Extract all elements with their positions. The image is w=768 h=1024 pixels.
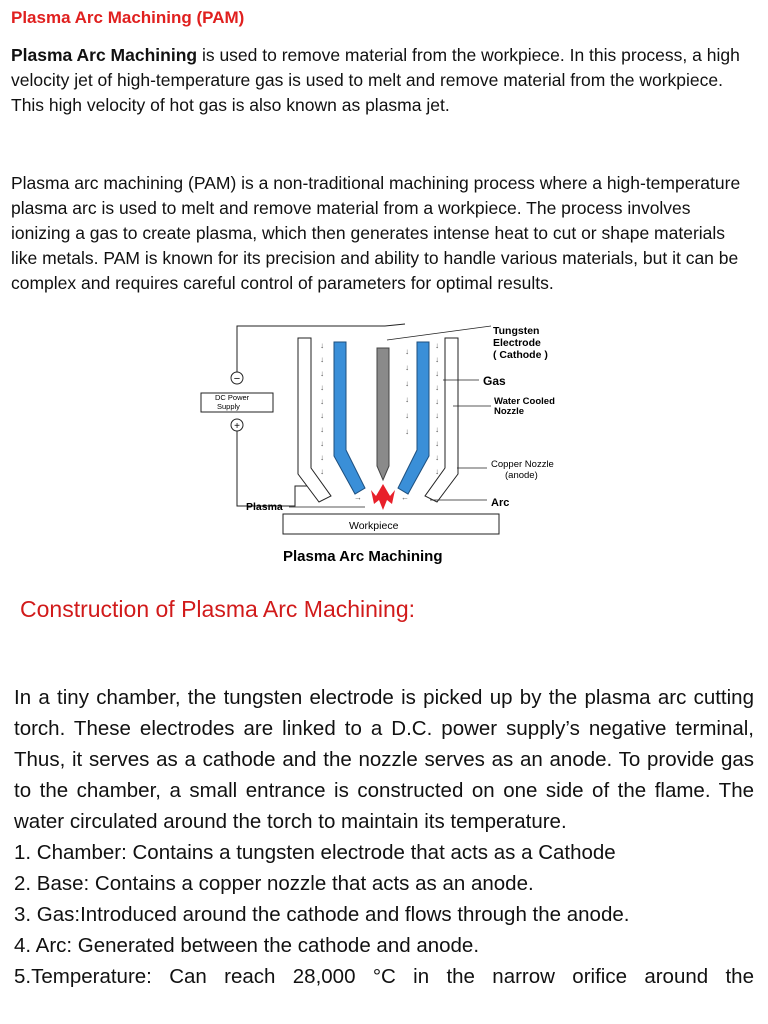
svg-text:↓: ↓ [435, 439, 439, 448]
intro-paragraph-2: Plasma arc machining (PAM) is a non-traditional machining process where a high-temperature plasma arc is used to melt and remove material from a workpiece. The process involves ionizing a gas to create plasma, which then generates intense heat to cut or shape materials like metals. PAM is known for its precision and ability to handle various materials, but it can be complex and requires careful control of parameters for optimal results. [11, 173, 741, 293]
svg-text:↓: ↓ [435, 383, 439, 392]
plus-sign: + [234, 421, 240, 432]
construction-paragraph: In a tiny chamber, the tungsten electrode is picked up by the plasma arc cutting torch. These electrodes are linked to a D.C. power supply’s negative terminal, Thus, it serves as a cathode and the nozzle serves as an anode. To provide gas to the chamber, a small entrance is constructed on one side of the flame. The water circulated around the torch to maintain its temperature. [14, 686, 754, 833]
intro-paragraph-1 [11, 43, 741, 118]
svg-text:↓: ↓ [435, 355, 439, 364]
svg-text:↓: ↓ [320, 341, 324, 350]
svg-text:↓: ↓ [405, 395, 409, 404]
tungsten-label-1: Tungsten [493, 325, 540, 337]
left-nozzle [298, 338, 365, 502]
minus-sign: − [233, 373, 241, 385]
copper-nozzle-label-2: (anode) [505, 470, 538, 481]
list-item-arc: 4. Arc: Generated between the cathode and anode. [14, 934, 480, 957]
workpiece-label: Workpiece [349, 520, 399, 532]
svg-text:↓: ↓ [435, 341, 439, 350]
water-nozzle-label-2: Nozzle [494, 406, 525, 417]
svg-text:↓: ↓ [435, 397, 439, 406]
diagram-caption: Plasma Arc Machining [283, 548, 443, 565]
list-item-base: 2. Base: Contains a copper nozzle that acts as an anode. [14, 872, 534, 895]
water-nozzle-label-1: Water Cooled [494, 396, 555, 407]
tungsten-label-3: ( Cathode ) [493, 349, 548, 361]
svg-text:↓: ↓ [435, 467, 439, 476]
intro-paragraph-1-text: is used to remove material from the workpiece. In this process, a high velocity jet of high-temperature gas is used to melt and remove material from the workpiece. This high velocity of hot gas is also known as plasma jet. [11, 45, 740, 115]
svg-text:↓: ↓ [435, 369, 439, 378]
svg-text:↓: ↓ [435, 411, 439, 420]
plasma-arc [371, 484, 395, 510]
svg-text:→: → [354, 493, 362, 502]
copper-nozzle-label-1: Copper Nozzle [491, 459, 554, 470]
callout-lines [387, 326, 491, 500]
list-item-gas: 3. Gas:Introduced around the cathode and flows through the anode. [14, 903, 630, 926]
dc-supply-label-1: DC Power [215, 393, 250, 402]
plasma-arc-diagram [195, 318, 575, 578]
svg-text:↓: ↓ [320, 411, 324, 420]
svg-text:↓: ↓ [435, 453, 439, 462]
construction-body [14, 682, 754, 992]
list-item-temperature: 5.Temperature: Can reach 28,000 °C in the narrow orifice around the [14, 965, 754, 988]
page-title: Plasma Arc Machining (PAM) [11, 8, 245, 27]
svg-text:↓: ↓ [405, 347, 409, 356]
construction-heading: Construction of Plasma Arc Machining: [20, 596, 416, 622]
svg-text:↓: ↓ [320, 383, 324, 392]
svg-text:↓: ↓ [320, 453, 324, 462]
svg-text:↓: ↓ [405, 427, 409, 436]
tungsten-electrode [377, 348, 389, 480]
svg-text:↓: ↓ [320, 439, 324, 448]
svg-text:↓: ↓ [320, 425, 324, 434]
dc-supply-label-2: Supply [217, 402, 240, 411]
svg-text:↓: ↓ [405, 363, 409, 372]
svg-text:↓: ↓ [320, 397, 324, 406]
intro-bold-term: Plasma Arc Machining [11, 45, 198, 65]
arc-label: Arc [491, 497, 510, 509]
svg-text:↓: ↓ [405, 411, 409, 420]
svg-text:↓: ↓ [320, 467, 324, 476]
svg-text:↓: ↓ [405, 379, 409, 388]
gas-label: Gas [483, 374, 506, 388]
svg-text:↓: ↓ [320, 369, 324, 378]
list-item-chamber: 1. Chamber: Contains a tungsten electrode that acts as a Cathode [14, 841, 616, 864]
svg-text:↓: ↓ [320, 355, 324, 364]
tungsten-label-2: Electrode [493, 337, 541, 349]
plasma-label: Plasma [246, 501, 283, 513]
svg-text:←: ← [401, 493, 409, 502]
dc-power-supply [201, 372, 273, 432]
svg-text:↓: ↓ [435, 425, 439, 434]
